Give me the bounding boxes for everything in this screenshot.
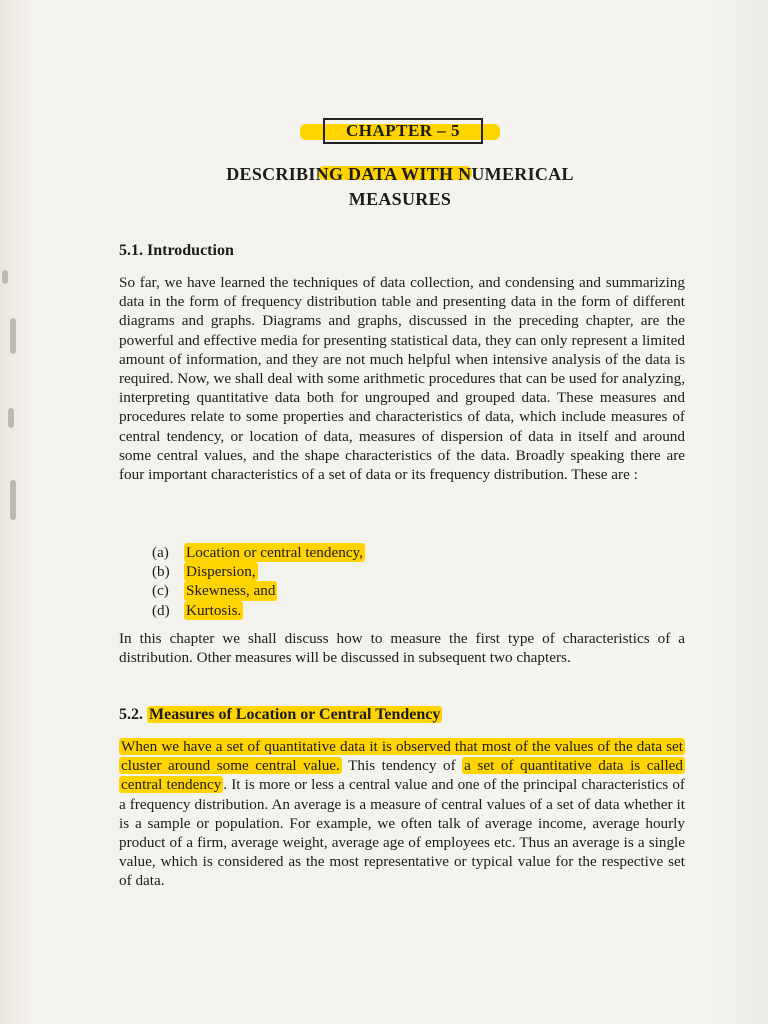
- list-text: Dispersion,: [186, 563, 256, 581]
- introduction-closing-paragraph: In this chapter we shall discuss how to measure the first type of characteristics of a distribution. Other measures will be discussed in subsequent two chapters.: [119, 630, 685, 667]
- highlighted-text: a set of quantitative data is called central tendency: [121, 757, 683, 794]
- list-item: [152, 543, 365, 562]
- chapter-title-line1: DESCRIBING DATA WITH NUMERICAL: [226, 164, 574, 184]
- list-marker: (d): [152, 601, 170, 619]
- list-marker: (a): [152, 544, 169, 561]
- chapter-title-line2: MEASURES: [348, 189, 452, 209]
- introduction-paragraph: So far, we have learned the techniques of data collection, and condensing and summarizing data in the form of frequency distribution table and presenting data in the form of different diagrams and graphs. Diagrams and graphs, discussed in the preceding chapter, are the powerful and effective media for presenting statistical data, they can only represent a limited amount of information, and they are not much helpful when intensive analysis of the data is required. Now, we shall deal with some arithmetic procedures that can be used for analyzing, interpreting quantitative data both for ungrouped and grouped data. These measures and procedures relate to some properties and characteristics of data, which include measures of central tendency, or location of data, measures of dispersion of data in itself and around some central values, and the shape characteristics of the data. Broadly speaking there are four important characteristics of a set of data or its frequency distribution. These are :: [119, 274, 685, 484]
- list-marker: (c): [152, 582, 169, 600]
- list-text: Kurtosis.: [186, 601, 242, 619]
- scan-mark: [2, 270, 8, 284]
- characteristics-list: [152, 543, 365, 620]
- list-text: Location or central tendency,: [186, 544, 363, 561]
- scan-mark: [10, 318, 16, 354]
- chapter-label: CHAPTER – 5: [323, 118, 483, 144]
- scan-mark: [10, 480, 16, 520]
- body-text: . It is more or less a central value and one of the principal characteristics of a frequency distribution. An average is a measure of central values of a set of data whether it is a sample or population. For example, we often talk of average income, average hourly product of a firm, average weight, average age of employees etc. Thus an average is a single value, which is considered as the most representative or typical value for the respective set of data.: [119, 776, 685, 890]
- section-number: 5.2.: [119, 706, 143, 723]
- list-item: [152, 601, 365, 620]
- section-title: Measures of Location or Central Tendency: [149, 706, 441, 723]
- list-marker: (b): [152, 563, 170, 581]
- body-text: This tendency of: [341, 757, 456, 775]
- list-item: [152, 562, 365, 581]
- section-heading-central-tendency: [119, 706, 442, 724]
- list-text: Skewness, and: [186, 582, 276, 600]
- central-tendency-paragraph: [119, 737, 685, 891]
- scan-mark: [8, 408, 14, 428]
- highlighted-text: When we have a set of quantitative data it is observed that most of the values of the data set cluster around some central value.: [121, 738, 683, 775]
- section-heading-introduction: 5.1. Introduction: [119, 242, 234, 259]
- list-item: [152, 581, 365, 600]
